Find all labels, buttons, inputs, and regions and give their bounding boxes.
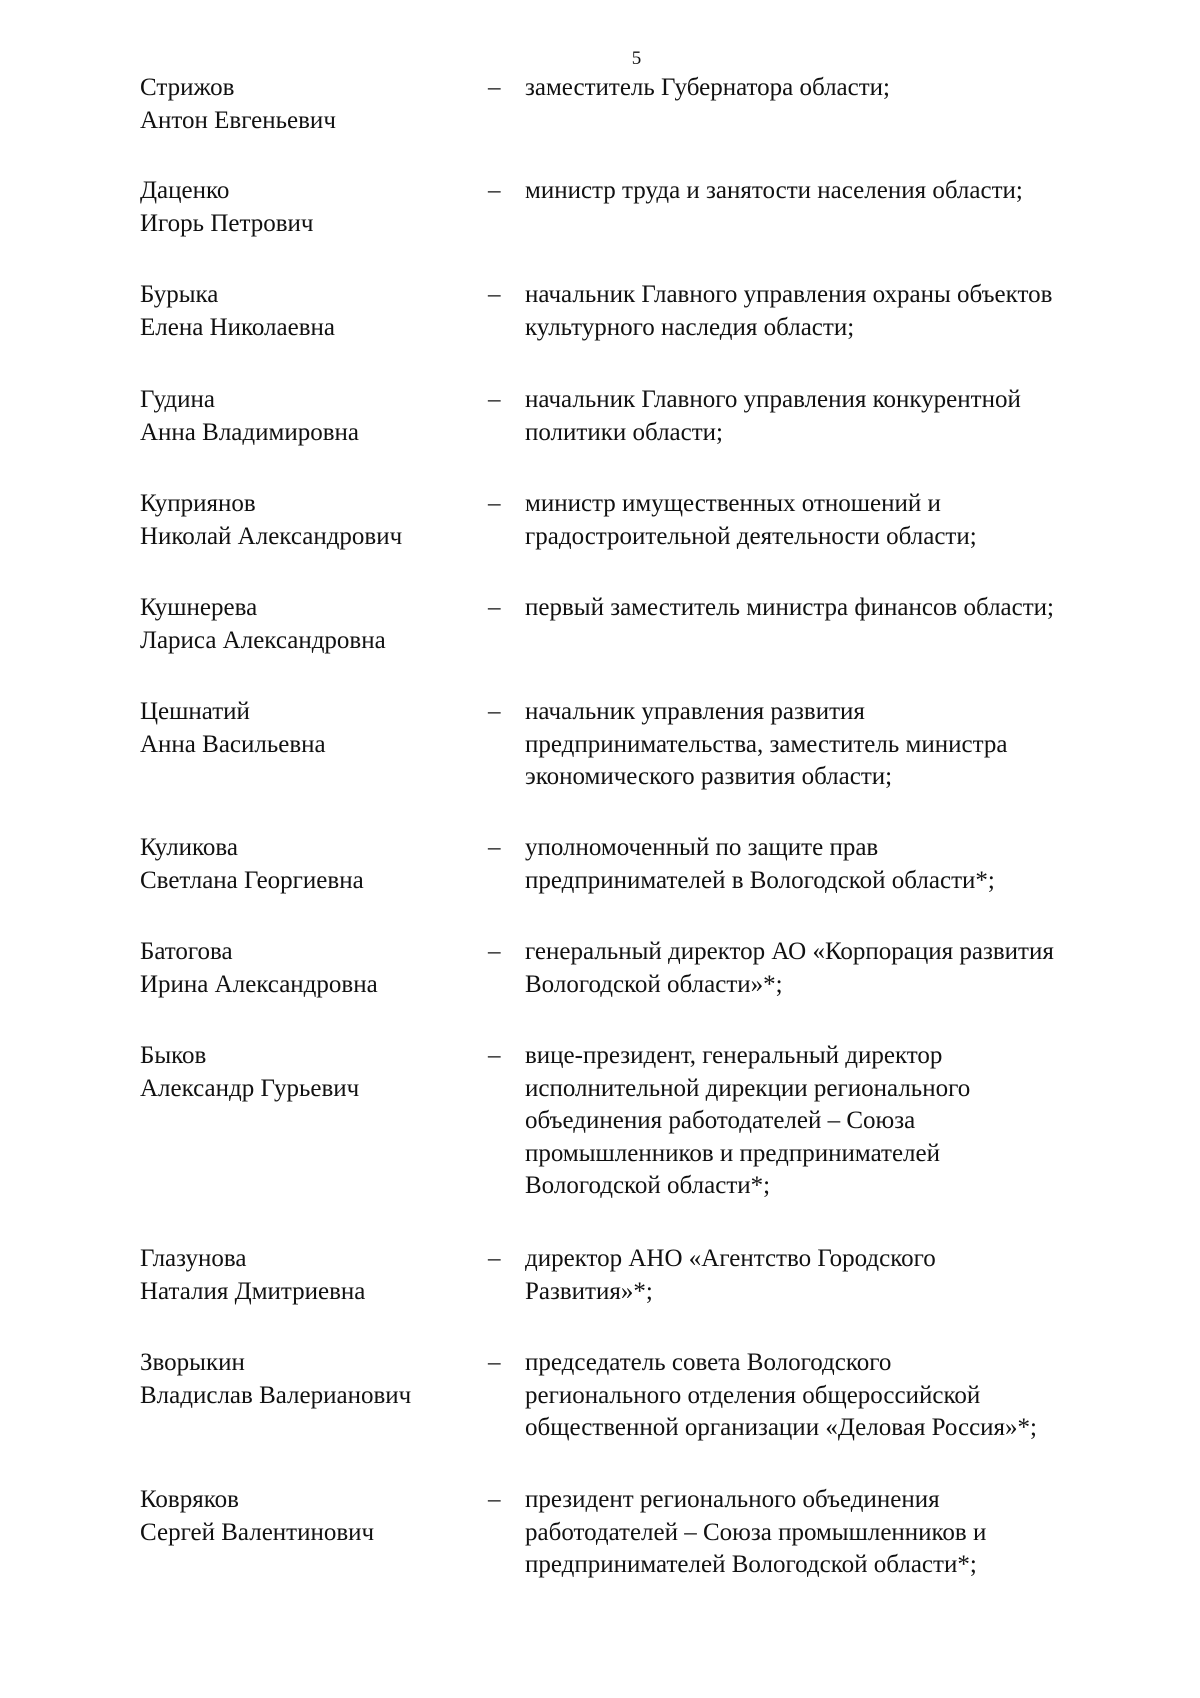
member-surname: Батогова <box>140 938 233 965</box>
member-role-line: градостроительной деятельности области; <box>525 522 977 550</box>
member-name <box>140 936 470 1001</box>
member-name <box>140 384 470 449</box>
member-name <box>140 72 470 137</box>
member-given-names: Лариса Александровна <box>140 626 386 654</box>
member-surname: Гудина <box>140 386 215 413</box>
member-surname: Кушнерева <box>140 594 258 621</box>
member-name <box>140 592 470 657</box>
member-role-line: политики области; <box>525 418 723 446</box>
member-role <box>525 175 1145 208</box>
member-name <box>140 279 470 344</box>
member-role-line: Развития»*; <box>525 1277 653 1305</box>
separator-dash: – <box>488 1486 501 1513</box>
member-role-line: экономического развития области; <box>525 763 893 790</box>
member-role-line: министр труда и занятости населения области; <box>525 177 1023 204</box>
member-role-line: первый заместитель министра финансов области; <box>525 594 1054 621</box>
member-role <box>525 72 1145 105</box>
member-role-line: предпринимателей в Вологодской области*; <box>525 866 995 894</box>
member-surname: Глазунова <box>140 1245 247 1272</box>
member-surname: Стрижов <box>140 74 235 101</box>
member-role-line: Вологодской области»*; <box>525 970 783 998</box>
separator-dash: – <box>488 834 501 861</box>
member-given-names: Ирина Александровна <box>140 970 378 998</box>
member-role-line: начальник управления развития <box>525 698 865 725</box>
member-role-line: предпринимательства, заместитель министра <box>525 730 1008 758</box>
member-role-line: директор АНО «Агентство Городского <box>525 1245 936 1272</box>
member-role <box>525 592 1145 625</box>
separator-dash: – <box>488 1245 501 1272</box>
member-role-line: уполномоченный по защите прав <box>525 834 879 861</box>
member-given-names: Антон Евгеньевич <box>140 106 336 134</box>
member-surname: Куприянов <box>140 490 256 517</box>
member-name <box>140 175 470 240</box>
member-surname: Ковряков <box>140 1486 239 1513</box>
member-given-names: Елена Николаевна <box>140 313 335 341</box>
member-given-names: Анна Владимировна <box>140 418 359 446</box>
page-number: 5 <box>631 48 642 69</box>
member-given-names: Светлана Георгиевна <box>140 866 364 894</box>
member-role <box>525 1347 1145 1445</box>
member-role-line: генеральный директор АО «Корпорация развития <box>525 938 1054 965</box>
separator-dash: – <box>488 594 501 621</box>
member-surname: Даценко <box>140 177 230 204</box>
member-name <box>140 1243 470 1308</box>
member-role-line: начальник Главного управления конкурентной <box>525 386 1021 413</box>
member-role-line: вице-президент, генеральный директор <box>525 1042 943 1069</box>
member-role-line: работодателей – Союза промышленников и <box>525 1518 987 1546</box>
member-role-line: регионального отделения общероссийской <box>525 1381 981 1409</box>
member-role <box>525 1040 1145 1203</box>
member-role <box>525 832 1145 897</box>
member-given-names: Александр Гурьевич <box>140 1074 360 1102</box>
member-name <box>140 696 470 761</box>
member-role-line: объединения работодателей – Союза <box>525 1107 916 1134</box>
member-given-names: Сергей Валентинович <box>140 1518 375 1546</box>
member-role-line: исполнительной дирекции регионального <box>525 1074 971 1102</box>
member-name <box>140 1484 470 1549</box>
member-role-line: президент регионального объединения <box>525 1486 940 1513</box>
member-name <box>140 832 470 897</box>
separator-dash: – <box>488 1042 501 1069</box>
separator-dash: – <box>488 1349 501 1376</box>
member-name <box>140 488 470 553</box>
member-surname: Зворыкин <box>140 1349 245 1376</box>
member-role-line: культурного наследия области; <box>525 313 855 341</box>
member-role <box>525 696 1145 794</box>
separator-dash: – <box>488 74 501 101</box>
member-given-names: Наталия Дмитриевна <box>140 1277 366 1305</box>
member-given-names: Николай Александрович <box>140 522 403 550</box>
member-role <box>525 1243 1145 1308</box>
member-role <box>525 279 1145 344</box>
member-given-names: Игорь Петрович <box>140 209 314 237</box>
member-role <box>525 384 1145 449</box>
member-role-line: министр имущественных отношений и <box>525 490 941 517</box>
separator-dash: – <box>488 938 501 965</box>
member-role-line: общественной организации «Деловая Россия»*; <box>525 1414 1037 1441</box>
member-surname: Быков <box>140 1042 207 1069</box>
member-name <box>140 1347 470 1412</box>
separator-dash: – <box>488 281 501 308</box>
member-surname: Бурыка <box>140 281 219 308</box>
member-role-line: начальник Главного управления охраны объектов <box>525 281 1053 308</box>
member-given-names: Анна Васильевна <box>140 730 326 758</box>
member-role <box>525 1484 1145 1582</box>
member-name <box>140 1040 470 1105</box>
member-role-line: Вологодской области*; <box>525 1172 771 1199</box>
member-role-line: предпринимателей Вологодской области*; <box>525 1551 977 1578</box>
member-role <box>525 488 1145 553</box>
member-role <box>525 936 1145 1001</box>
separator-dash: – <box>488 698 501 725</box>
member-surname: Куликова <box>140 834 238 861</box>
member-role-line: промышленников и предпринимателей <box>525 1139 940 1167</box>
member-role-line: заместитель Губернатора области; <box>525 74 891 101</box>
separator-dash: – <box>488 490 501 517</box>
separator-dash: – <box>488 386 501 413</box>
member-given-names: Владислав Валерианович <box>140 1381 412 1409</box>
member-surname: Цешнатий <box>140 698 250 725</box>
separator-dash: – <box>488 177 501 204</box>
member-role-line: председатель совета Вологодского <box>525 1349 892 1376</box>
